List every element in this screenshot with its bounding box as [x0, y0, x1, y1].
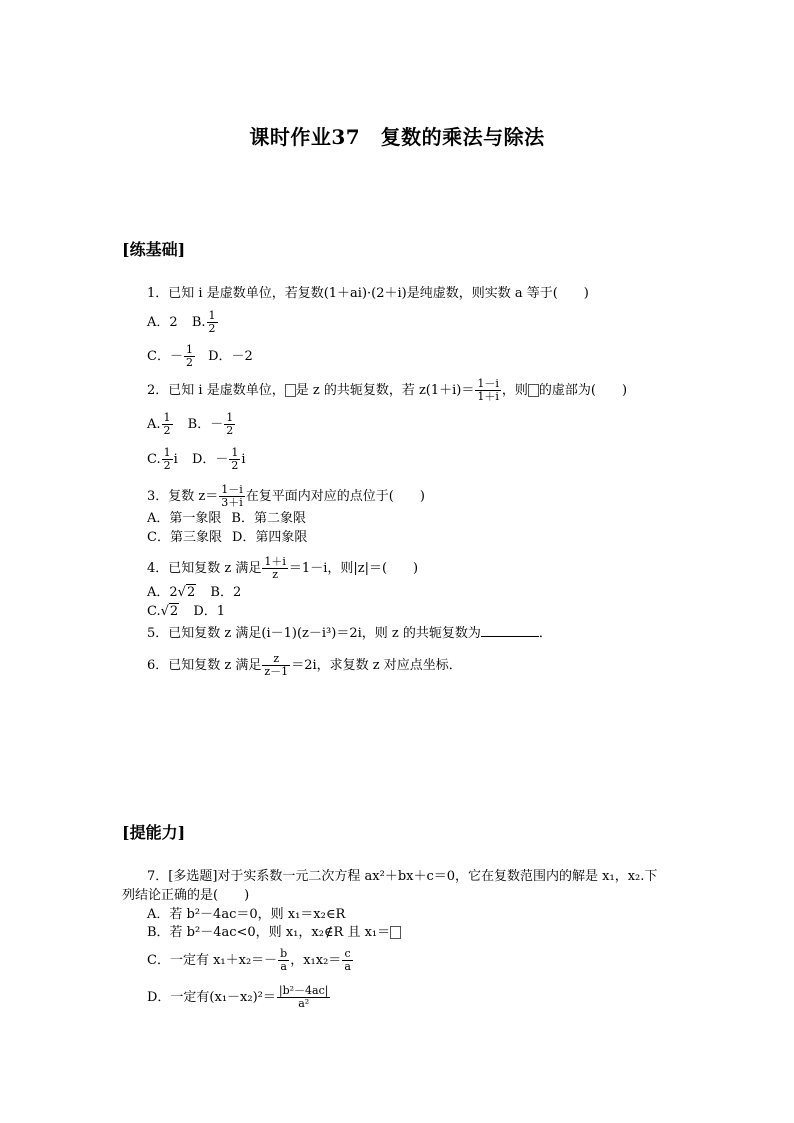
q2-stem-part: ，则: [501, 383, 528, 398]
page-title: 课时作业37 复数的乘法与除法: [249, 125, 545, 149]
sqrt-icon: √: [177, 585, 186, 600]
q3-stem-fraction: [219, 484, 245, 509]
fraction-denominator: 2: [163, 424, 171, 437]
q2-option-c: [147, 446, 178, 472]
q1-option-c-fraction: [184, 344, 195, 369]
fraction-numerator: 1: [226, 411, 234, 424]
conjugate-symbol-icon: [528, 384, 539, 397]
fraction-denominator: 2: [163, 459, 171, 472]
q4-options-cd: [147, 604, 225, 620]
fraction-denominator: a: [344, 960, 351, 973]
q7-option-d-text: D．一定有(x₁－x₂)²＝: [147, 990, 276, 1005]
q4-stem: [147, 556, 418, 581]
q2-option-d-fraction: [229, 447, 240, 472]
q7-stem-line2: 列结论正确的是( ): [122, 888, 250, 903]
q4-option-a-label: A．2: [147, 585, 178, 600]
q3-stem-part: 3．复数 z＝: [147, 489, 219, 504]
q3-stem-part: 在复平面内对应的点位于( ): [245, 489, 425, 504]
q2-option-d: [191, 446, 246, 472]
fraction-numerator: z: [262, 653, 290, 666]
q2-option-b-label: B．－: [187, 417, 224, 432]
q2-options-cd: [147, 447, 246, 472]
q7-option-c-fraction-1: [278, 948, 289, 973]
q2-option-b: [187, 411, 237, 437]
fraction-numerator: c: [342, 948, 353, 961]
sqrt-icon: √: [160, 604, 169, 619]
q6-stem: [147, 653, 462, 678]
fraction-numerator: 1: [163, 411, 171, 424]
q2-options-ab: [147, 412, 236, 437]
fraction-denominator: 2: [208, 322, 216, 335]
q1-option-d: D．－2: [208, 349, 253, 364]
fraction-denominator: 1＋i: [477, 390, 499, 403]
q2-option-a-label: A.: [147, 417, 161, 432]
conjugate-symbol-icon: [285, 384, 296, 397]
q7-option-d: [147, 985, 331, 1010]
q4-option-b: B．2: [210, 585, 242, 600]
fraction-denominator: 3＋i: [221, 496, 243, 509]
q1-option-c-label: C．－: [147, 349, 183, 364]
fraction-numerator: 1: [231, 446, 239, 459]
q6-stem-fraction: [262, 653, 290, 678]
q4-stem-part: 4．已知复数 z 满足: [147, 561, 262, 576]
q2-option-c-suffix: i: [173, 452, 178, 467]
q7-option-b-text: B．若 b²－4ac<0，则 x₁，x₂∉R 且 x₁＝: [147, 925, 391, 940]
q4-stem-part: ＝1－i，则|z|＝( ): [288, 561, 419, 576]
q7-option-d-fraction: [277, 985, 331, 1010]
fraction-numerator: 1－i: [221, 483, 243, 496]
q1-option-c: [147, 343, 196, 369]
fraction-numerator: |b²－4ac|: [278, 984, 329, 997]
fraction-denominator: 2: [231, 459, 239, 472]
q3-option-c: C．第三象限: [147, 530, 222, 545]
q4-option-c-radicand: 2: [169, 604, 179, 619]
q4-options-ab: [147, 585, 241, 601]
q4-option-a-radicand: 2: [186, 585, 196, 600]
q4-stem-fraction: [262, 556, 288, 581]
q2-stem-fraction: [475, 378, 501, 403]
q2-option-a: [147, 411, 174, 437]
q3-options-cd: [147, 530, 307, 546]
q1-option-a: A．2: [147, 315, 178, 330]
q3-option-a: A．第一象限: [147, 511, 222, 526]
fraction-numerator: 1: [163, 446, 171, 459]
q2-stem: [147, 378, 627, 403]
q1-stem: 1．已知 i 是虚数单位，若复数(1＋ai)·(2＋i)是纯虚数，则实数 a 等于( ): [147, 286, 589, 301]
q4-option-c-label: C.: [147, 604, 161, 619]
q4-option-c: [147, 603, 179, 619]
q7-option-b: [147, 925, 401, 941]
q3-option-d: D．第四象限: [231, 530, 308, 545]
fraction-numerator: 1＋i: [264, 555, 286, 568]
q2-stem-part: 的虚部为( ): [538, 383, 628, 398]
q4-option-a: [147, 584, 196, 600]
q4-option-d: D．1: [193, 604, 226, 619]
q1-options-ab: [147, 310, 219, 335]
fraction-denominator: 2: [226, 424, 234, 437]
fraction-denominator: z－1: [264, 665, 289, 678]
fraction-denominator: 2: [185, 356, 193, 369]
fraction-denominator: a²: [298, 997, 310, 1010]
q5-stem-text: 5．已知复数 z 满足(i－1)(z－i³)＝2i，则 z 的共轭复数为: [147, 626, 481, 641]
fraction-numerator: b: [280, 947, 288, 960]
q7-option-c: [147, 948, 354, 973]
q2-stem-part: 是 z 的共轭复数，若 z(1＋i)＝: [295, 383, 475, 398]
q1-option-b-fraction: [207, 310, 218, 335]
q2-option-a-fraction: [162, 412, 173, 437]
q7-option-c-fraction-2: [342, 948, 353, 973]
conjugate-symbol-icon: [390, 926, 401, 939]
q2-option-d-suffix: i: [241, 452, 246, 467]
q1-option-b: [191, 309, 219, 335]
q5-stem: [147, 624, 552, 642]
q3-option-b: B．第二象限: [231, 511, 306, 526]
q7-stem-line1: 7．[多选题]对于实系数一元二次方程 ax²＋bx＋c＝0，它在复数范围内的解是 x₁，x₂.下: [147, 869, 658, 884]
section-heading-basic: [练基础]: [122, 240, 186, 259]
q1-option-b-label: B.: [191, 315, 206, 330]
fraction-denominator: a: [280, 960, 287, 973]
q5-stem-end: ．: [538, 626, 552, 641]
answer-blank[interactable]: [481, 624, 539, 637]
q6-stem-part: ＝2i，求复数 z 对应点坐标．: [291, 658, 462, 673]
fraction-numerator: 1－i: [477, 377, 499, 390]
q6-stem-part: 6．已知复数 z 满足: [147, 658, 262, 673]
q1-options-cd: [147, 344, 253, 369]
fraction-numerator: 1: [208, 309, 216, 322]
q2-option-b-fraction: [224, 412, 235, 437]
q7-option-c-text: ，x₁x₂＝: [290, 953, 342, 968]
q7-option-a: A．若 b²－4ac＝0，则 x₁＝x₂∈R: [147, 907, 346, 922]
q2-option-d-label: D．－: [191, 452, 229, 467]
fraction-denominator: z: [272, 568, 279, 581]
q2-option-c-fraction: [162, 447, 173, 472]
q2-stem-part: 2．已知 i 是虚数单位，: [147, 383, 285, 398]
q7-option-c-text: C．一定有 x₁＋x₂＝－: [147, 953, 278, 968]
fraction-numerator: 1: [185, 343, 193, 356]
q2-option-c-label: C.: [147, 452, 161, 467]
q3-options-ab: [147, 511, 306, 527]
section-heading-advanced: [提能力]: [122, 823, 186, 842]
q3-stem: [147, 484, 425, 509]
